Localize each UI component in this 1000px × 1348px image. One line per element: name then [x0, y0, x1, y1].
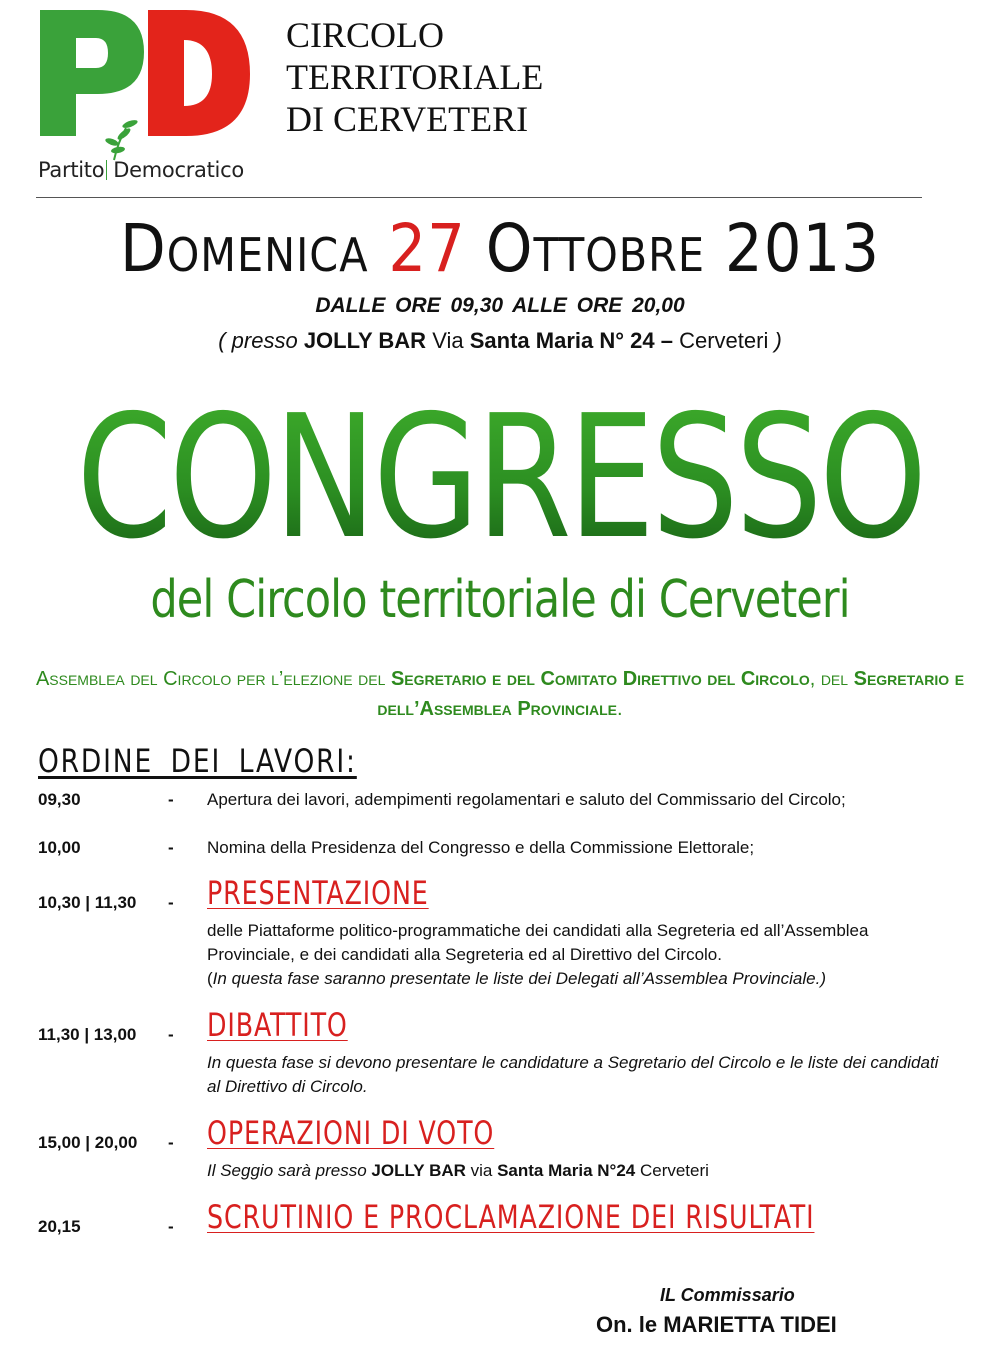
assembly-text-3: , del [809, 668, 854, 690]
event-day: 27 [388, 210, 466, 287]
venue-close: ) [768, 328, 782, 353]
assembly-text-5: . [617, 698, 623, 720]
event-date [0, 206, 1000, 292]
venue-presso: presso [231, 328, 298, 353]
agenda-time: 20,15 [38, 1217, 81, 1236]
voto-text-e: Cerveteri [635, 1161, 709, 1180]
agenda-note: In questa fase saranno presentate le liste dei Delegati all’Assemblea Provinciale. [212, 969, 821, 988]
event-month-year: Ottobre 2013 [485, 210, 881, 287]
signature-title: IL Commissario [660, 1285, 795, 1305]
logo-caption-left: Partito [38, 158, 105, 182]
agenda-text: Apertura dei lavori, adempimenti regolamentari e saluto del Commissario del Circolo; [207, 790, 846, 809]
event-weekday: Domenica [119, 210, 369, 287]
logo-caption-right: Democratico [113, 158, 244, 182]
main-title: CONGRESSO [50, 383, 950, 573]
agenda-text: In questa fase si devono presentare le candidature a Segretario del Circolo e le liste dei candidati al Direttivo di Circolo. [207, 1053, 939, 1096]
agenda-text [207, 919, 952, 991]
agenda-text [207, 1159, 952, 1183]
main-subtitle: del Circolo territoriale di Cerveteri [150, 570, 850, 630]
assembly-text-2: Segretario e del Comitato Direttivo del Circolo [390, 668, 810, 690]
voto-text-b: JOLLY BAR [371, 1161, 466, 1180]
agenda-heading-scrutinio: SCRUTINIO E PROCLAMAZIONE DEI RISULTATI [207, 1198, 815, 1236]
event-time-range: DALLE ORE 09,30 ALLE ORE 20,00 [315, 294, 685, 317]
circolo-name: CIRCOLO TERRITORIALE DI CERVETERI [286, 15, 544, 139]
voto-text-d: Santa Maria N°24 [497, 1161, 636, 1180]
agenda-dash: - [168, 1217, 174, 1236]
voto-text-c: via [465, 1161, 498, 1180]
agenda-dash: - [168, 893, 174, 912]
agenda-time: 15,00 | 20,00 [38, 1133, 138, 1152]
venue-bar: JOLLY BAR [303, 328, 427, 353]
agenda-time: 10,30 | 11,30 [38, 893, 137, 912]
agenda-heading-presentazione: PRESENTAZIONE [207, 874, 429, 912]
assembly-text-4: Segretario e dell’Assemblea Provinciale [377, 668, 965, 720]
voto-text-a: Il Seggio sarà presso [207, 1161, 372, 1180]
venue-city: Cerveteri [679, 328, 769, 353]
agenda-dash: - [168, 1133, 174, 1152]
event-venue [0, 328, 1000, 354]
venue-street: Santa Maria N° 24 – [469, 328, 673, 353]
signature-name: On. le MARIETTA TIDEI [596, 1312, 837, 1337]
agenda-dash: - [168, 838, 174, 857]
agenda-time: 10,00 [38, 838, 81, 857]
logo-letter-d [148, 10, 250, 136]
logo-letter-p [40, 10, 144, 136]
agenda-time: 11,30 | 13,00 [38, 1025, 137, 1044]
assembly-text-1: Assemblea del Circolo per l’elezione del [35, 668, 391, 690]
agenda-heading-dibattito: DIBATTITO [207, 1006, 348, 1044]
agenda-heading-voto: OPERAZIONI DI VOTO [207, 1114, 495, 1152]
agenda-text: Nomina della Presidenza del Congresso e della Commissione Elettorale; [207, 838, 755, 857]
agenda-note-close: ) [820, 969, 826, 988]
agenda-time: 09,30 [38, 790, 81, 809]
agenda-text-main: delle Piattaforme politico-programmatiche dei candidati alla Segreteria ed all’Assemblea Provinciale, e dei candidati alla Segreteria ed al Direttivo del Circolo. [207, 921, 869, 964]
agenda-heading: ORDINE DEI LAVORI: [38, 742, 357, 780]
venue-via: Via [432, 328, 464, 353]
agenda-dash: - [168, 1025, 174, 1044]
logo-caption [38, 158, 244, 182]
header-divider [36, 197, 922, 198]
assembly-description [30, 664, 970, 724]
agenda-dash: - [168, 790, 174, 809]
venue-open: ( [218, 328, 232, 353]
agenda-note-open: ( [207, 969, 213, 988]
